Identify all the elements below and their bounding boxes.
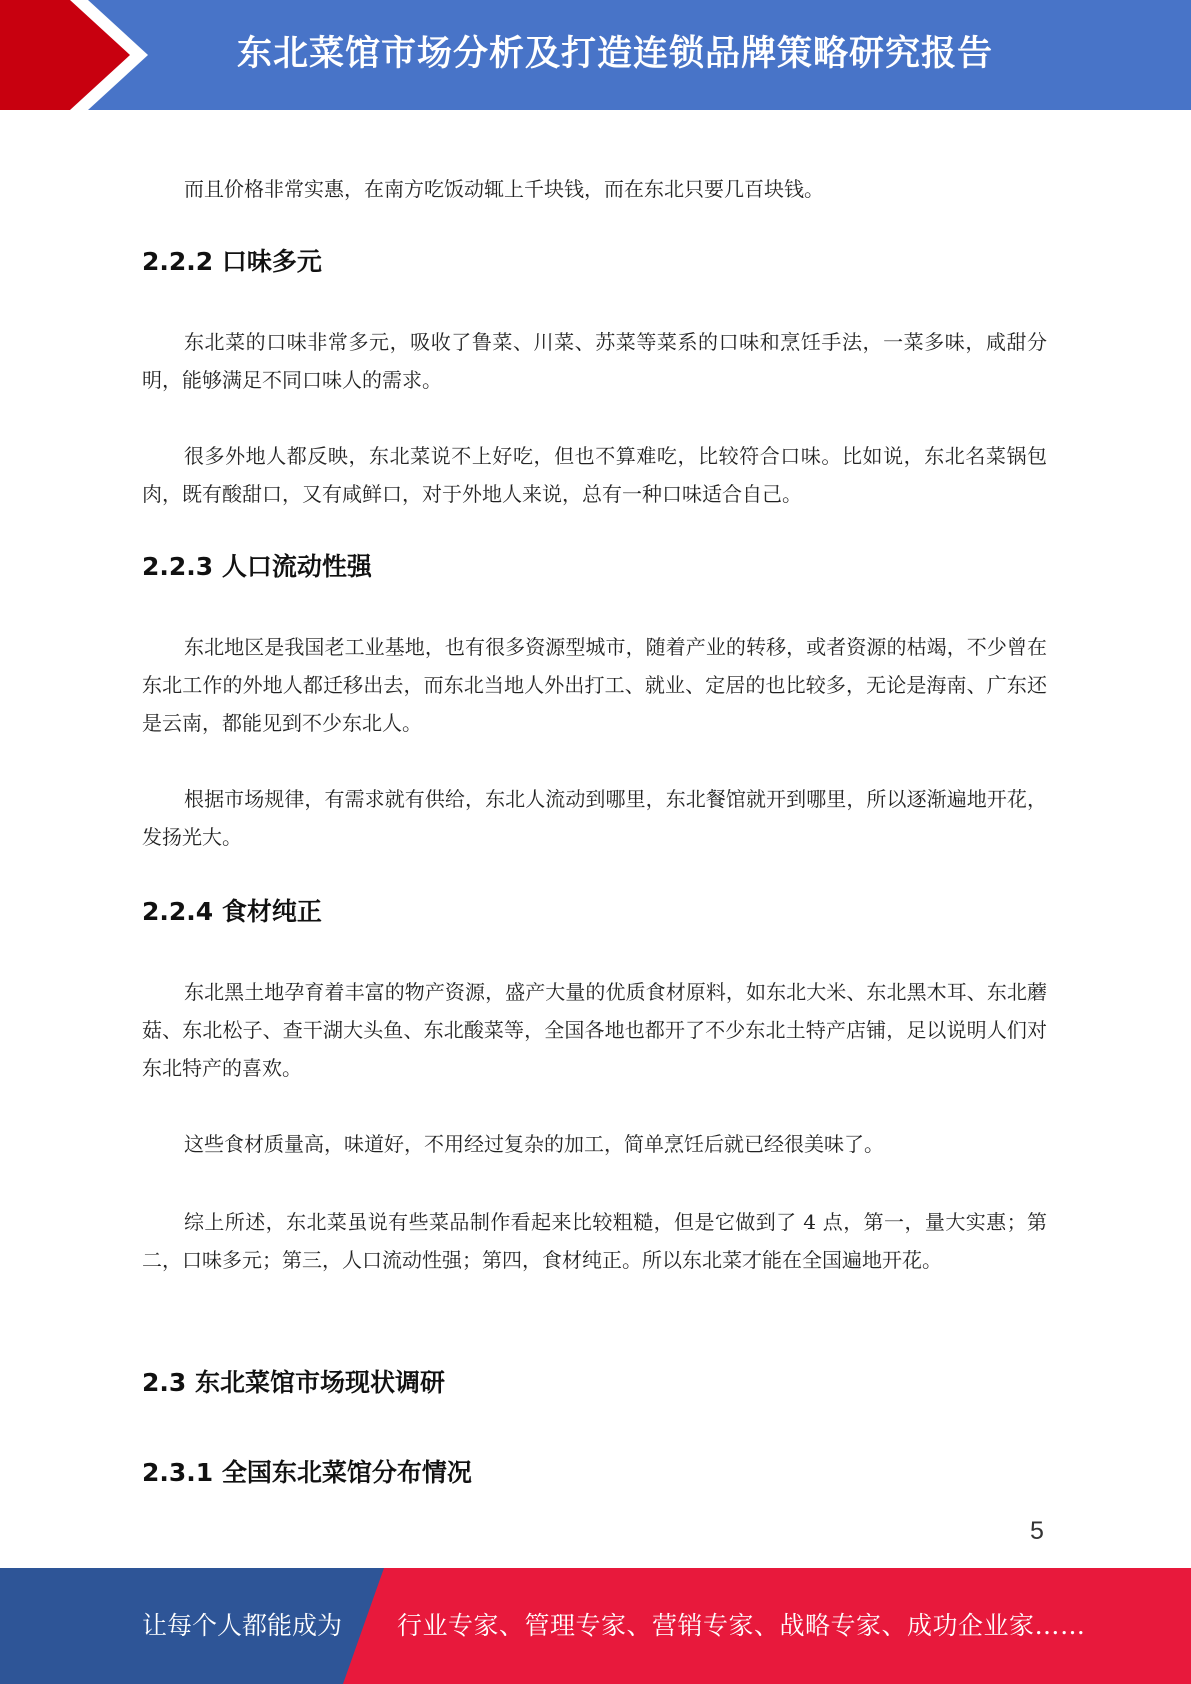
heading-2-2-4: 2.2.4 食材纯正 <box>142 897 322 926</box>
paragraph-price: 而且价格非常实惠，在南方吃饭动辄上千块钱，而在东北只要几百块钱。 <box>184 177 824 201</box>
heading-2-2-2: 2.2.2 口味多元 <box>142 247 322 276</box>
footer-slogan-left: 让每个人都能成为 <box>142 1611 343 1640</box>
paragraph-ingredient-quality: 这些食材质量高，味道好，不用经过复杂的加工，简单烹饪后就已经很美味了。 <box>184 1132 884 1156</box>
footer-banner <box>0 1568 1191 1684</box>
paragraph-market-law: 根据市场规律，有需求就有供给，东北人流动到哪里，东北餐馆就开到哪里，所以逐渐遍地开花，发扬光大。 <box>142 787 1047 849</box>
paragraph-ingredients: 东北黑土地孕育着丰富的物产资源，盛产大量的优质食材原料，如东北大米、东北黑木耳、东北蘑菇、东北松子、查干湖大头鱼、东北酸菜等，全国各地也都开了不少东北土特产店铺，足以说明人们对东北特产的喜欢。 <box>142 980 1047 1080</box>
paragraph-outsider-feedback: 很多外地人都反映，东北菜说不上好吃，但也不算难吃，比较符合口味。比如说，东北名菜锅包肉，既有酸甜口，又有咸鲜口，对于外地人来说，总有一种口味适合自己。 <box>142 444 1047 506</box>
paragraph-summary: 综上所述，东北菜虽说有些菜品制作看起来比较粗糙，但是它做到了 4 点，第一，量大实惠；第二，口味多元；第三，人口流动性强；第四，食材纯正。所以东北菜才能在全国遍地开花。 <box>142 1210 1047 1272</box>
header-banner <box>0 0 1191 110</box>
heading-2-3: 2.3 东北菜馆市场现状调研 <box>142 1368 445 1397</box>
footer-slogan-right: 行业专家、管理专家、营销专家、战略专家、成功企业家…… <box>397 1611 1086 1640</box>
report-title: 东北菜馆市场分析及打造连锁品牌策略研究报告 <box>236 34 993 74</box>
paragraph-taste-diverse: 东北菜的口味非常多元，吸收了鲁菜、川菜、苏菜等菜系的口味和烹饪手法，一菜多味，咸甜分明，能够满足不同口味人的需求。 <box>142 330 1047 392</box>
paragraph-population-mobility: 东北地区是我国老工业基地，也有很多资源型城市，随着产业的转移，或者资源的枯竭，不少曾在东北工作的外地人都迁移出去，而东北当地人外出打工、就业、定居的也比较多，无论是海南、广东还是云南，都能见到不少东北人。 <box>142 635 1047 735</box>
heading-2-2-3: 2.2.3 人口流动性强 <box>142 552 372 581</box>
page-number: 5 <box>1030 1517 1044 1545</box>
heading-2-3-1: 2.3.1 全国东北菜馆分布情况 <box>142 1458 472 1487</box>
